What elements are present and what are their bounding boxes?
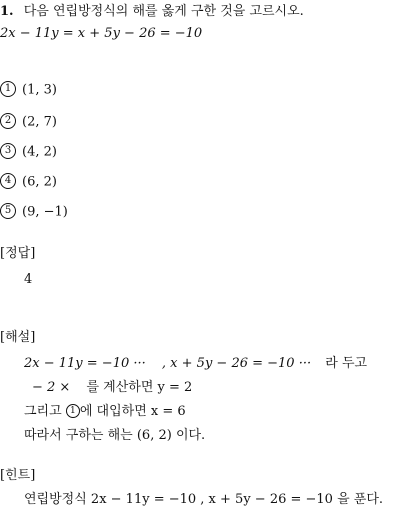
choice-1[interactable] (0, 82, 57, 99)
explanation-text-1: 라 두고 (325, 356, 368, 371)
choice-number-5: 5 (0, 203, 16, 219)
explanation-eq-1: 2x − 11y = −10 ··· (24, 356, 146, 371)
question-line (0, 4, 304, 20)
explanation-line-3 (24, 404, 186, 420)
answer-value: 4 (24, 272, 33, 287)
choice-text-2: (2, 7) (22, 114, 57, 130)
circled-one-icon: 1 (66, 404, 80, 418)
choice-number-1: 1 (0, 81, 16, 97)
explanation-eq-2: , x + 5y − 26 = −10 ··· (161, 356, 312, 371)
choice-text-4: (6, 2) (22, 174, 57, 190)
explanation-text-2: 를 계산하면 y = 2 (86, 380, 193, 395)
choice-2[interactable] (0, 114, 57, 131)
choice-number-4: 4 (0, 173, 16, 189)
explanation-line-1 (24, 356, 367, 372)
explanation-eq-3: − 2 × (32, 380, 71, 395)
question-number: 1. (0, 4, 14, 19)
hint-heading: [힌트] (0, 468, 36, 483)
choice-4[interactable] (0, 174, 57, 191)
choice-5[interactable] (0, 204, 68, 221)
choice-text-3: (4, 2) (22, 144, 57, 160)
explanation-line-2 (32, 380, 192, 396)
question-text: 다음 연립방정식의 해를 옳게 구한 것을 고르시오. (23, 4, 304, 19)
question-equation: 2x − 11y = x + 5y − 26 = −10 (0, 26, 203, 41)
answer-heading: [정답] (0, 246, 36, 261)
explanation-text-3: 그리고 (24, 404, 62, 419)
choice-text-5: (9, −1) (22, 204, 68, 220)
explanation-line-4: 따라서 구하는 해는 (6, 2) 이다. (24, 428, 206, 443)
choice-number-3: 3 (0, 143, 16, 159)
choice-text-1: (1, 3) (22, 82, 57, 98)
hint-text: 연립방정식 2x − 11y = −10 , x + 5y − 26 = −10 을 푼다. (24, 492, 384, 507)
explanation-text-4: 에 대입하면 x = 6 (79, 404, 186, 419)
choice-3[interactable] (0, 144, 57, 161)
choice-number-2: 2 (0, 113, 16, 129)
explanation-heading: [해설] (0, 330, 36, 345)
